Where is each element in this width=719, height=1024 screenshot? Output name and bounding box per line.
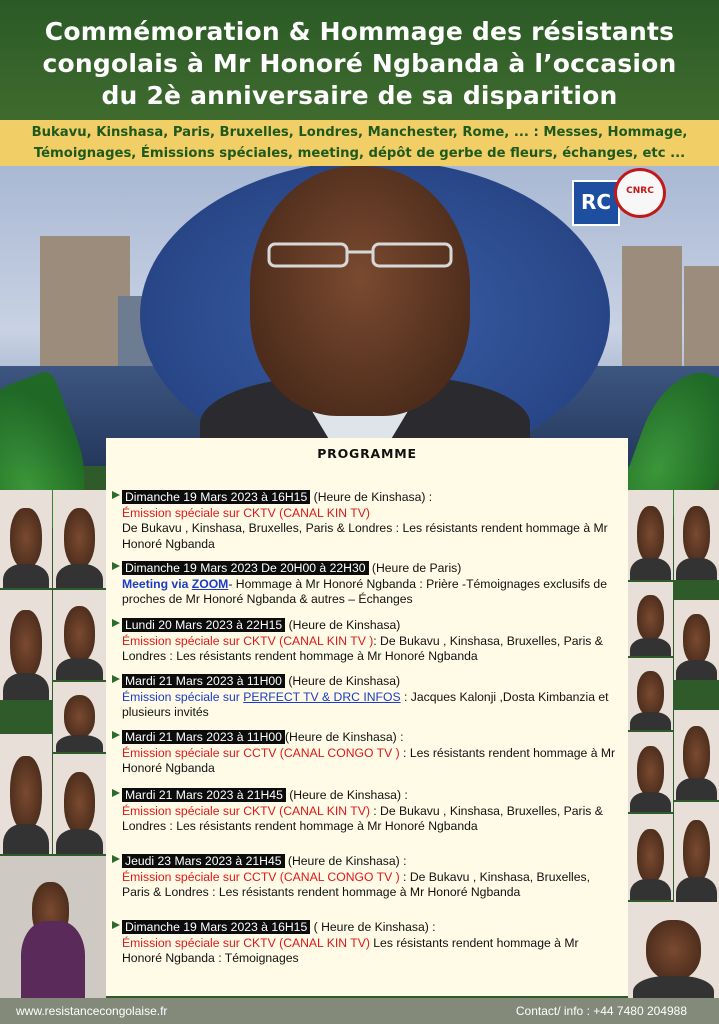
event-date: Mardi 21 Mars 2023 à 21H45 [122,788,286,802]
subtitle-bar [0,120,719,166]
event-date: Jeudi 23 Mars 2023 à 21H45 [122,854,285,868]
programme-item [122,618,617,665]
event-date: Lundi 20 Mars 2023 à 22H15 [122,618,285,632]
event-timezone: (Heure de Kinshasa) : [310,490,433,504]
building-left [40,236,130,376]
event-channel: Émission spéciale sur CKTV (CANAL KIN TV) [122,803,370,818]
event-timezone: ( Heure de Kinshasa) : [310,920,436,934]
perfect-tv-link[interactable]: PERFECT TV & DRC INFOS [243,689,401,704]
person-photo [674,710,719,800]
event-channel: Émission spéciale sur CKTV (CANAL KIN TV ) [122,633,374,648]
event-timezone: (Heure de Kinshasa) : [284,730,404,744]
footer-bar [0,998,719,1024]
event-description: Les résistants rendent hommage à Mr Honoré Ngbanda : Témoignages [122,935,579,965]
person-photo [628,902,719,1000]
event-date: Mardi 21 Mars 2023 à 11H00 [122,674,285,688]
cnrc-logo: CNRC [614,168,666,218]
event-date: Dimanche 19 Mars 2023 De 20H00 à 22H30 [122,561,369,575]
programme-item [122,854,617,901]
programme-item [122,788,617,835]
event-channel: Meeting via [122,576,192,591]
arrow-bullet-icon [112,855,120,863]
arrow-bullet-icon [112,675,120,683]
person-photo [674,802,719,902]
event-description: : De Bukavu , Kinshasa, Bruxelles, Paris & Londres : Les résistants rendent hommage à Mr Honoré Ngbanda [122,633,603,663]
photo-column-right [628,490,719,1000]
title-line-3: du 2è anniversaire de sa disparition [101,81,618,110]
event-description: : Jacques Kalonji ,Dosta Kimbanzia et plusieurs invités [122,689,609,719]
event-description: - Hommage à Mr Honoré Ngbanda : Prière -Témoignages exclusifs de proches de Mr Honoré Ngbanda & autres – Échanges [122,576,607,606]
contact-info: Contact/ info : +44 7480 204988 [515,1004,687,1018]
portrait-face [250,166,470,416]
event-channel: Émission spéciale sur CKTV (CANAL KIN TV) [122,935,370,950]
event-timezone: (Heure de Kinshasa) [284,674,401,688]
event-timezone: (Heure de Kinshasa) [285,618,401,632]
person-photo [0,856,106,1000]
programme-item [122,730,617,777]
person-photo [0,734,52,854]
rc-logo: RC [572,180,620,226]
person-photo [0,490,52,588]
subtitle-line-2: Témoignages, Émissions spéciales, meeting, dépôt de gerbe de fleurs, échanges, etc ... [33,146,686,161]
person-photo [53,590,106,680]
header-banner [0,0,719,122]
event-channel: Émission spéciale sur CCTV (CANAL CONGO TV ) [122,745,400,760]
person-photo [674,490,719,580]
event-timezone: (Heure de Kinshasa) : [284,854,407,868]
programme-item [122,674,617,721]
person-photo [628,732,673,812]
arrow-bullet-icon [112,789,120,797]
arrow-bullet-icon [112,921,120,929]
title-line-1: Commémoration & Hommage des résistants [44,17,675,46]
person-photo [628,490,673,580]
arrow-bullet-icon [112,731,120,739]
person-photo [53,682,106,752]
event-description: De Bukavu , Kinshasa, Bruxelles, Paris & Londres : Les résistants rendent hommage à Mr Honoré Ngbanda [122,521,608,551]
arrow-bullet-icon [112,491,120,499]
building-right-3 [684,266,719,376]
programme-item [122,490,617,552]
website-link[interactable]: www.resistancecongolaise.fr [16,1004,168,1018]
event-channel: Émission spéciale sur CCTV (CANAL CONGO TV ) [122,869,400,884]
building-right [622,246,682,376]
subtitle-line-1: Bukavu, Kinshasa, Paris, Bruxelles, Londres, Manchester, Rome, ... : Messes, Hommage, [31,125,688,140]
event-timezone: (Heure de Paris) [368,561,462,575]
programme-item [122,920,617,967]
zoom-link[interactable]: ZOOM [191,576,229,591]
hero-photo [0,166,719,466]
event-description: : De Bukavu , Kinshasa, Bruxelles, Paris & Londres : Les résistants rendent hommage à Mr Honoré Ngbanda [122,803,603,833]
person-photo [0,590,52,700]
arrow-bullet-icon [112,562,120,570]
person-photo [628,582,673,656]
event-channel: Émission spéciale sur [122,689,244,704]
programme-card [106,438,628,996]
programme-item [122,561,617,608]
event-date: Dimanche 19 Mars 2023 à 16H15 [122,920,310,934]
page-title [0,0,719,112]
event-timezone: (Heure de Kinshasa) : [285,788,408,802]
title-line-2: congolais à Mr Honoré Ngbanda à l’occasion [42,49,677,78]
event-date: Dimanche 19 Mars 2023 à 16H15 [122,490,310,504]
event-description: : De Bukavu , Kinshasa, Bruxelles, Paris & Londres : Les résistants rendent hommage à Mr Honoré Ngbanda [122,869,591,899]
arrow-bullet-icon [112,619,120,627]
person-photo [628,814,673,900]
photo-column-left [0,490,106,1000]
programme-heading: PROGRAMME [317,446,417,461]
glasses-graphic [265,240,455,270]
event-channel: Émission spéciale sur CKTV (CANAL KIN TV) [122,505,370,520]
event-date: Mardi 21 Mars 2023 à 11H00 [122,730,285,744]
event-description: : Les résistants rendent hommage à Mr Honoré Ngbanda [122,745,616,775]
person-photo [674,600,719,680]
person-photo [53,490,106,588]
person-photo [53,754,106,854]
person-photo [628,658,673,730]
